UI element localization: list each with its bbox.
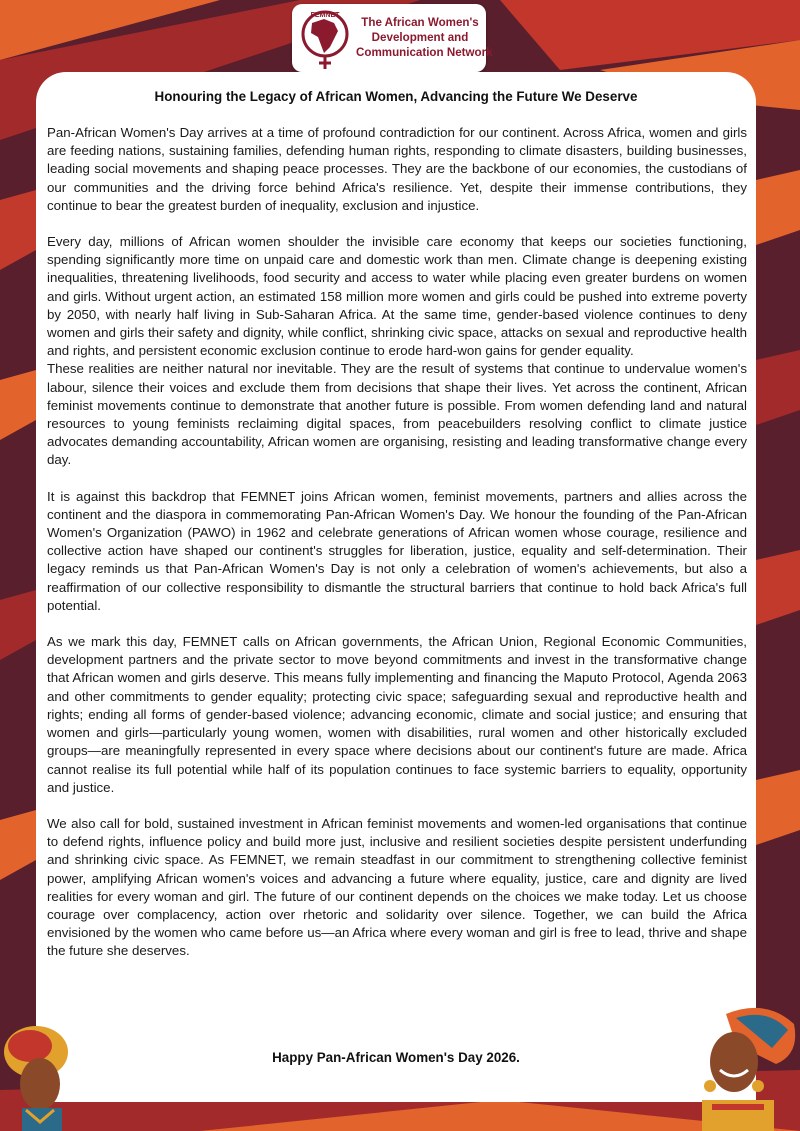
africa-venus-logo-icon [294, 7, 356, 71]
org-name-line: Communication Network [356, 46, 493, 59]
paragraph: We also call for bold, sustained investment in African feminist movements and women-led organisations that continue to defend rights, influence policy and build more just, inclusive and resilient societies despite persistent underfunding and shrinking civic space. As FEMNET, we remain steadfast in our commitment to strengthening collective feminist power, amplifying African women's voices and advancing a future where equality, justice, care and dignity are lived realities for every woman and girl. The future of our continent depends on the choices we make today. Let us choose courage over complacency, action over rhetoric and solidarity over silence. Together, we can build the Africa envisioned by the women who came before us—an Africa where every woman and girl is free to lead, thrive and shape the future she deserves. [47, 815, 747, 959]
paragraph: Pan-African Women's Day arrives at a time of profound contradiction for our continent. Across Africa, women and girls are feeding nations, sustaining families, defending human rights, responding to climate disasters, building businesses, leading social movements and shaping peace processes. They are the backbone of our economies, the custodians of our communities and the driving force behind Africa's resilience. Yet, despite their immense contributions, they continue to bear the greatest burden of inequality, exclusion and injustice. [47, 125, 747, 213]
statement-card [36, 72, 756, 1102]
woman-illustration-left [0, 1022, 80, 1131]
org-name-line: Development and [371, 31, 469, 44]
woman-illustration-right [676, 1004, 800, 1131]
logo-word: FEMNET [310, 12, 340, 19]
paragraph: Every day, millions of African women shoulder the invisible care economy that keeps our societies functioning, spending significantly more time on unpaid care and domestic work than men. Climate change is deepening existing inequalities, threatening livelihoods, food security and access to water while placing even greater burdens on women and girls. Without urgent action, an estimated 158 million more women and girls could be pushed into extreme poverty by 2050, with nearly half living in Sub-Saharan Africa. At the same time, gender-based violence continues to deny women and girls their safety and dignity, while conflict, shrinking civic space, attacks on sexual and reproductive health and rights, and persistent economic exclusion continue to erode hard-won gains for gender equality. [47, 234, 747, 359]
org-name [356, 15, 493, 60]
closing-message: Happy Pan-African Women's Day 2026. [272, 1050, 520, 1065]
org-name-line: The African Women's [361, 16, 479, 29]
paragraph: As we mark this day, FEMNET calls on African governments, the African Union, Regional Economic Communities, development partners and the private sector to move beyond commitments and invest in the transformative change that African women and girls deserve. This means fully implementing and financing the Maputo Protocol, Agenda 2063 and other commitments to gender equality; protecting civic space; safeguarding sexual and reproductive health and rights; ending all forms of gender-based violence; advancing economic, climate and social justice; and ensuring that women and girls—particularly young women, women with disabilities, rural women and other historically excluded groups—are meaningfully represented in every space where decisions about our continent's future are made. Africa cannot realise its full potential while half of its population continues to face systemic barriers to equality, opportunity and justice. [47, 634, 747, 795]
statement-body [47, 124, 747, 979]
paragraph: It is against this backdrop that FEMNET joins African women, feminist movements, partners and allies across the continent and the diaspora in commemorating Pan-African Women's Day. We honour the founding of the Pan-African Women's Organization (PAWO) in 1962 and celebrate generations of African women whose courage, resilience and collective action have shaped our continent's struggles for liberation, justice, equality and self-determination. Their legacy reminds us that Pan-African Women's Day is not only a celebration of women's achievements, but also a reaffirmation of our collective responsibility to dismantle the structural barriers that continue to hold back Africa's full potential. [47, 488, 747, 613]
statement-title: Honouring the Legacy of African Women, Advancing the Future We Deserve [154, 89, 638, 104]
paragraph: These realities are neither natural nor inevitable. They are the result of systems that continue to undervalue women's labour, silence their voices and exclude them from decisions that shape their lives. Yet across the continent, African feminist movements continue to demonstrate that another future is possible. From women defending land and natural resources to young feminists reclaiming digital spaces, from peacebuilders resolving conflict to climate justice advocates demanding accountability, African women are organising, resisting and leading transformative change every day. [47, 361, 747, 468]
femnet-logo [292, 4, 493, 72]
